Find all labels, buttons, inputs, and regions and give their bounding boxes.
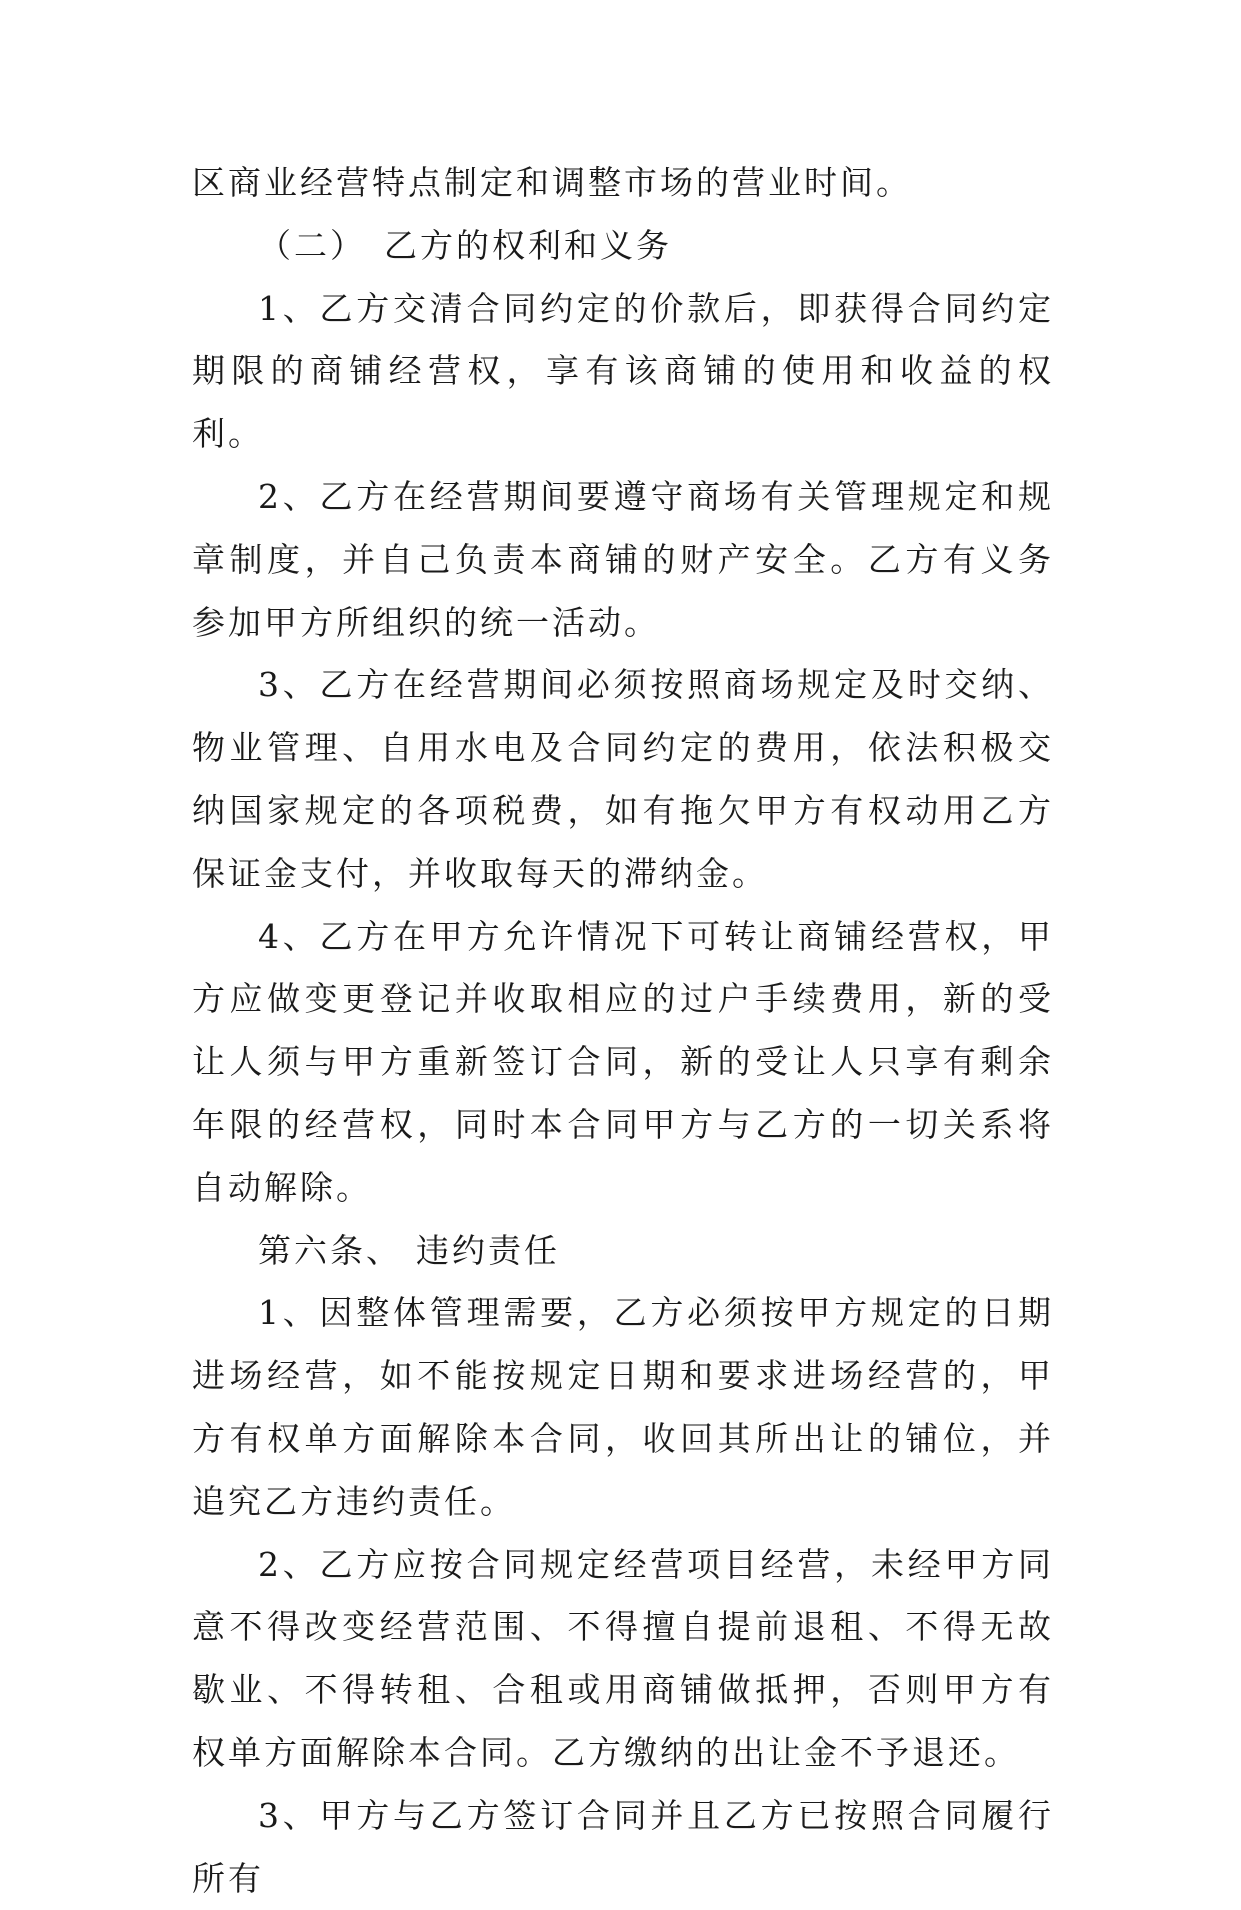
- clause-breach-3: 3、甲方与乙方签订合同并且乙方已按照合同履行所有: [192, 1795, 1054, 1898]
- clause-b-2: 2、乙方在经营期间要遵守商场有关管理规定和规章制度，并自己负责本商铺的财产安全。乙方有义务参加甲方所组织的统一活动。: [192, 476, 1054, 642]
- clause-breach-2: 2、乙方应按合同规定经营项目经营，未经甲方同意不得改变经营范围、不得擅自提前退租、不得无故歇业、不得转租、合租或用商铺做抵押，否则甲方有权单方面解除本合同。乙方缴纳的出让金不予退还。: [192, 1544, 1054, 1772]
- article-title: 违约责任: [416, 1230, 560, 1270]
- clause-b-1: 1、乙方交清合同约定的价款后，即获得合同约定期限的商铺经营权，享有该商铺的使用和收益的权利。: [192, 288, 1054, 454]
- section-title: 乙方的权利和义务: [384, 225, 672, 265]
- article-heading-breach-liability: [192, 1220, 1054, 1283]
- clause-b-4: 4、乙方在甲方允许情况下可转让商铺经营权，甲方应做变更登记并收取相应的过户手续费用，新的受让人须与甲方重新签订合同，新的受让人只享有剩余年限的经营权，同时本合同甲方与乙方的一切关系将自动解除。: [192, 916, 1054, 1207]
- clause-b-3: 3、乙方在经营期间必须按照商场规定及时交纳、物业管理、自用水电及合同约定的费用，依法积极交纳国家规定的各项税费，如有拖欠甲方有权动用乙方保证金支付，并收取每天的滞纳金。: [192, 665, 1054, 893]
- paragraph-continuation: 区商业经营特点制定和调整市场的营业时间。: [192, 163, 912, 202]
- contract-body: [192, 152, 1054, 1910]
- section-heading-party-b-rights: [192, 215, 1054, 278]
- clause-breach-1: 1、因整体管理需要，乙方必须按甲方规定的日期进场经营，如不能按规定日期和要求进场经营的，甲方有权单方面解除本合同，收回其所出让的铺位，并追究乙方违约责任。: [192, 1293, 1054, 1521]
- section-number: （二）: [258, 225, 366, 265]
- article-number: 第六条、: [258, 1230, 402, 1270]
